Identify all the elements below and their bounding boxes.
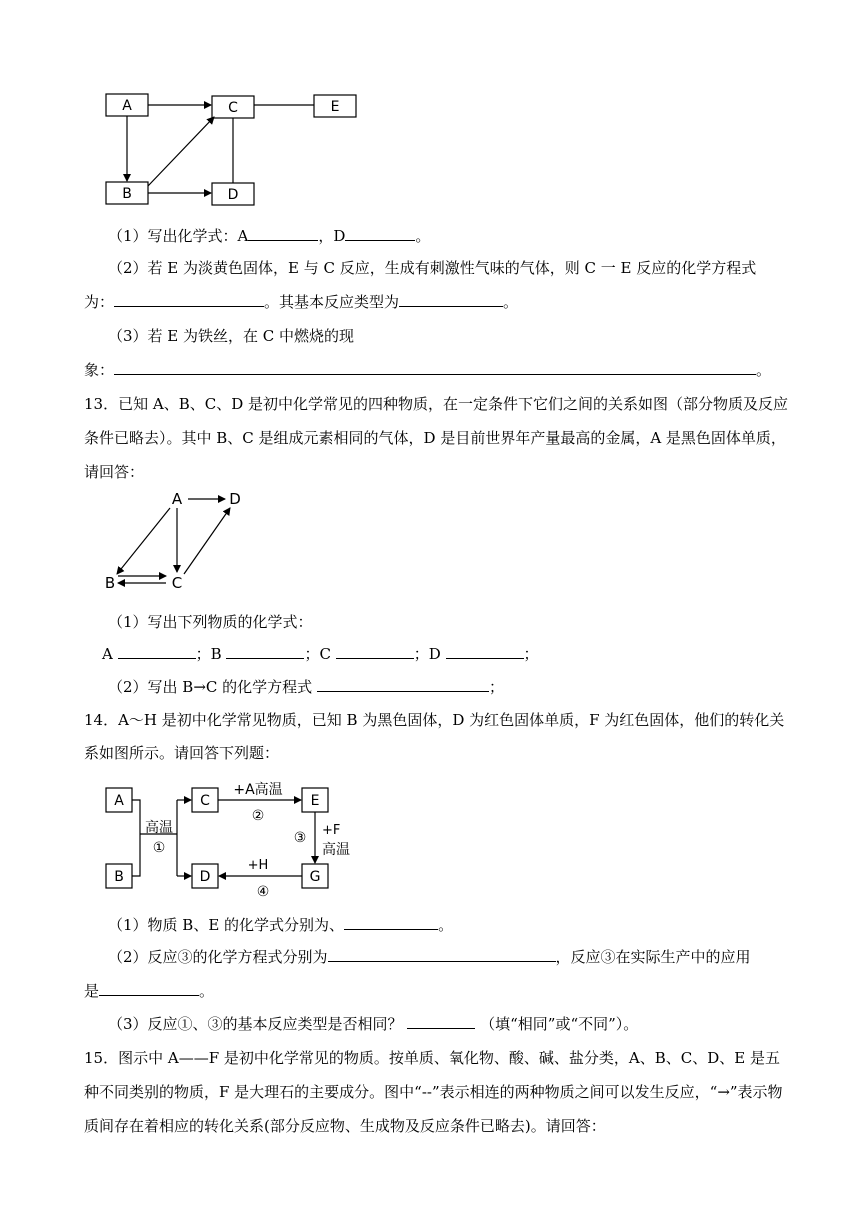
q12-diagram (100, 90, 370, 210)
q13-node-a: A (171, 490, 183, 508)
q14-part2-line2: 是 。 (84, 982, 215, 1000)
q13-node-c: C (171, 574, 183, 592)
q14-label-g: G (309, 869, 321, 885)
blank-a[interactable] (248, 226, 318, 241)
node-a-label: A (122, 98, 132, 114)
q14-cond3-a: +F (322, 823, 341, 838)
q14-cond3-num: ③ (293, 830, 307, 846)
node-d-label: D (227, 187, 239, 203)
blank-phenomenon[interactable] (114, 360, 756, 375)
arrow-a-b (117, 508, 170, 574)
q13-stem-line3: 请回答： (84, 463, 145, 481)
node-e-label: E (330, 99, 340, 115)
q14-bracket-left (132, 800, 140, 876)
blank-q13-d[interactable] (446, 644, 524, 659)
q13-part2: （2）写出 B→C 的化学方程式 ； (108, 678, 504, 696)
q14-cond1-num: ① (152, 840, 166, 856)
q12-part3-line2: 象： 。 (84, 361, 772, 379)
q15-stem-line1: 15．图示中 A——F 是初中化学常见的物质。按单质、氧化物、酸、碱、盐分类，A、B、C、D、E 是五 (84, 1049, 780, 1067)
blank-equation[interactable] (114, 292, 264, 307)
blank-q13-equation[interactable] (317, 677, 489, 692)
q13-stem-line1: 13．已知 A、B、C、D 是初中化学常见的四种物质，在一定条件下它们之间的关系如图（部分物质及反应 (84, 395, 788, 413)
arrow-b-c (148, 117, 214, 186)
node-c-label: C (228, 100, 238, 116)
q13-diagram (100, 488, 260, 598)
blank-q14-e[interactable] (344, 915, 438, 930)
q14-stem-line1: 14．A～H 是初中化学常见物质，已知 B 为黑色固体，D 为红色固体单质，F 为红色固体，他们的转化关 (84, 711, 785, 729)
q13-node-d: D (229, 490, 241, 508)
q14-cond2-top: +A高温 (233, 782, 283, 798)
q14-cond2-num: ② (251, 808, 265, 824)
q13-node-b: B (104, 574, 116, 592)
q14-cond1-top: 高温 (145, 820, 173, 836)
blank-q13-c[interactable] (336, 644, 414, 659)
q14-label-d: D (199, 869, 211, 885)
q15-stem-line2: 种不同类别的物质，F 是大理石的主要成分。图中“--”表示相连的两种物质之间可以发生反应，“→”表示物 (84, 1083, 783, 1101)
blank-d[interactable] (345, 226, 415, 241)
q14-stem-line2: 系如图所示。请回答下列题： (84, 744, 280, 762)
q14-label-e: E (310, 793, 320, 809)
node-b-label: B (122, 186, 132, 202)
q12-part2-line2: 为： 。其基本反应类型为 。 (84, 293, 519, 311)
q14-label-a: A (114, 793, 124, 809)
q14-label-b: B (114, 869, 124, 885)
q14-cond4-top: +H (247, 858, 269, 873)
blank-q14-application[interactable] (99, 981, 199, 996)
q14-diagram (100, 774, 370, 900)
blank-q14-equation[interactable] (328, 947, 556, 962)
q14-part1: （1）物质 B、E 的化学式分别为、 。 (108, 916, 454, 934)
q12-part1: （1）写出化学式：A ，D 。 (108, 227, 431, 245)
q14-part2-line1: （2）反应③的化学方程式分别为 ，反应③在实际生产中的应用 (108, 948, 751, 966)
q12-part3-line1: （3）若 E 为铁丝，在 C 中燃烧的现 (108, 327, 355, 345)
q13-part1: （1）写出下列物质的化学式： (108, 613, 313, 631)
blank-q13-a[interactable] (118, 644, 196, 659)
q13-stem-line2: 条件已略去）。其中 B、C 是组成元素相同的气体，D 是目前世界年产量最高的金属，A 是黑色固体单质， (84, 429, 786, 447)
arrow-c-d (184, 508, 230, 574)
q12-part2-line1: （2）若 E 为淡黄色固体，E 与 C 反应，生成有刺激性气味的气体，则 C 一 E 反应的化学方程式 (108, 259, 757, 277)
q14-part3: （3）反应①、③的基本反应类型是否相同？ （填“相同”或“不同”）。 (108, 1015, 639, 1033)
q14-cond4-num: ④ (256, 884, 270, 900)
q15-stem-line3: 质间存在着相应的转化关系(部分反应物、生成物及反应条件已略去)。请回答： (84, 1117, 606, 1135)
blank-reaction-type[interactable] (399, 292, 503, 307)
q14-cond3-b: 高温 (322, 842, 350, 858)
blank-q13-b[interactable] (226, 644, 304, 659)
q14-label-c: C (200, 793, 210, 809)
blank-q14-same[interactable] (407, 1014, 475, 1029)
q13-part1-answers: A ；B ；C ；D ； (102, 645, 539, 663)
